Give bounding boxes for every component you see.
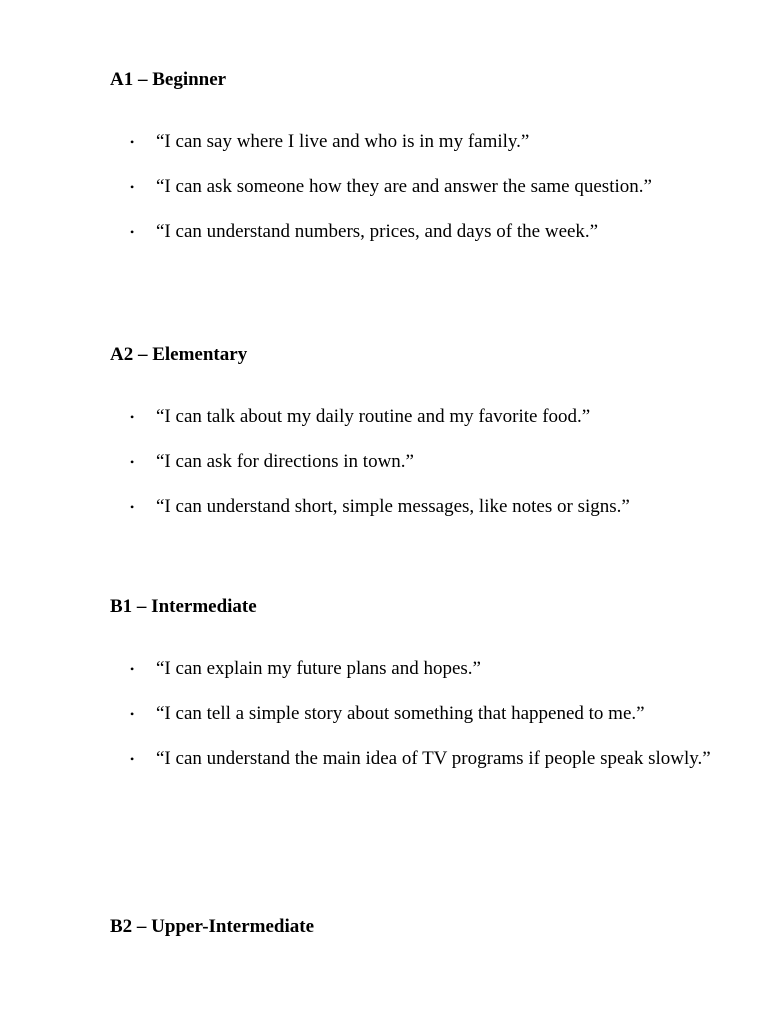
bullet-icon: •: [130, 225, 135, 239]
list-item: [110, 647, 730, 691]
bullet-icon: •: [130, 707, 135, 721]
list-item: [110, 395, 730, 439]
list-item: [110, 210, 730, 254]
bullet-icon: •: [130, 455, 135, 469]
bullet-icon: •: [130, 180, 135, 194]
bullet-icon: •: [130, 135, 135, 149]
bullet-icon: •: [130, 752, 135, 766]
list-item-text: “I can understand numbers, prices, and days of the week.”: [156, 221, 599, 242]
list-item-text: “I can understand short, simple messages, like notes or signs.”: [156, 496, 630, 517]
list-item-text: “I can understand the main idea of TV programs if people speak slowly.”: [156, 748, 711, 769]
list-item: [110, 485, 730, 529]
list-item: [110, 692, 730, 736]
list-item-text: “I can explain my future plans and hopes.”: [156, 658, 481, 679]
list-item: [110, 440, 730, 484]
section-heading-a2: A2 – Elementary: [110, 344, 248, 365]
bullet-icon: •: [130, 500, 135, 514]
list-item-text: “I can talk about my daily routine and my favorite food.”: [156, 406, 591, 427]
list-item-text: “I can ask someone how they are and answer the same question.”: [156, 176, 652, 197]
list-item-text: “I can ask for directions in town.”: [156, 451, 414, 472]
bullet-icon: •: [130, 662, 135, 676]
list-item: [110, 165, 730, 209]
list-item: [110, 737, 730, 781]
list-item-text: “I can tell a simple story about something that happened to me.”: [156, 703, 645, 724]
section-heading-b1: B1 – Intermediate: [110, 596, 257, 617]
section-heading-a1: A1 – Beginner: [110, 69, 227, 90]
section-heading-b2: B2 – Upper-Intermediate: [110, 916, 315, 937]
list-item: [110, 120, 730, 164]
list-item-text: “I can say where I live and who is in my family.”: [156, 131, 530, 152]
bullet-icon: •: [130, 410, 135, 424]
